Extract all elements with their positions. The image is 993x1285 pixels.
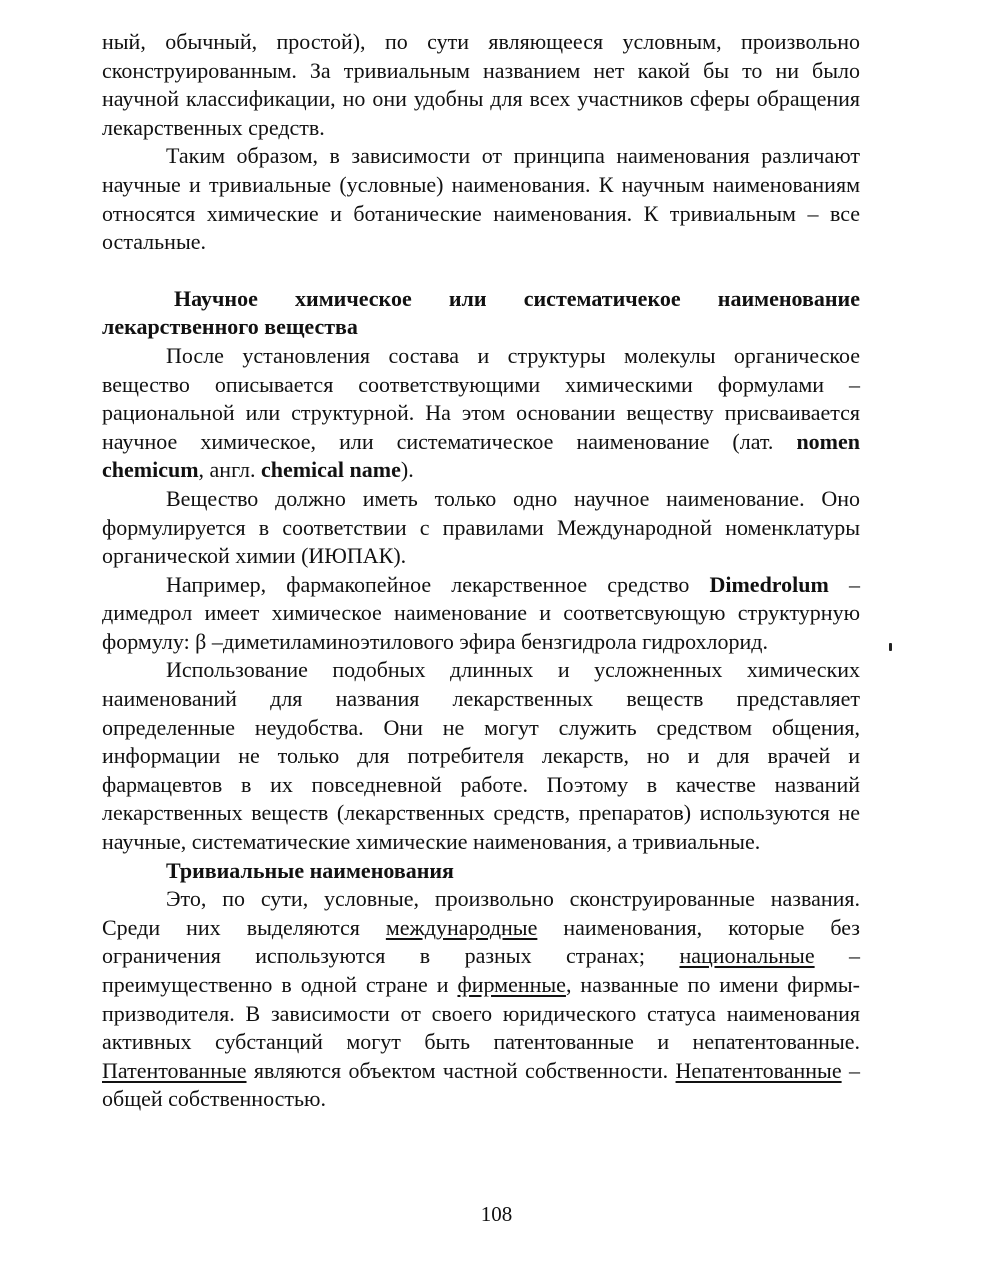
- term-brand: фирменные: [457, 972, 566, 997]
- english-term: chemical name: [260, 457, 401, 483]
- paragraph-trivial-names: [102, 885, 860, 1114]
- paragraph-inconvenience: Использование подобных длинных и усложненных химических наименований для названия лекарственных веществ представляет определенные неудобства. Они не могут служить средством общения, информации не только для потребителя лекарств, но и для врачей и фармацевтов в их повседневной работе. Поэтому в качестве названий лекарственных веществ (лекарственных средств, препаратов) используются не научные, систематические химические наименования, а тривиальные.: [102, 657, 860, 855]
- text-fragment: – преимущественно в одной стране и: [102, 943, 861, 997]
- term-national: национальные: [679, 943, 815, 969]
- text-fragment: Например, фармакопейное лекарственное средство: [166, 571, 710, 597]
- section-heading-trivial-names: Тривиальные наименования: [166, 857, 454, 883]
- term-patented: Патентованные: [102, 1057, 247, 1083]
- paragraph-single-name: Вещество должно иметь только одно научное наименование. Оно формулируется в соответствии с правилами Международной номенклатуры органической химии (ИЮПАК).: [102, 485, 860, 569]
- text-fragment: , англ.: [198, 457, 261, 483]
- document-page: [102, 28, 860, 1114]
- text-fragment: , названные по имени фирмы-призводителя. В зависимости от своего юридического статуса наименования активных субстанций могут быть патентованные и непатентованные.: [102, 972, 860, 1055]
- term-international: международные: [385, 914, 538, 940]
- text-fragment: После установления состава и структуры молекулы органическое вещество описывается соответствующими химическими формулами – рациональной или структурной. На этом основании веществу присваивается научное химическое, или систематическое наименование (лат.: [102, 342, 860, 454]
- paragraph-chemical-name: [102, 342, 860, 485]
- paragraph-example-dimedrol: [102, 571, 860, 657]
- page-number: 108: [480, 1202, 513, 1226]
- term-non-patented: Непатентованные: [675, 1057, 842, 1083]
- text-fragment: ).: [400, 457, 414, 483]
- text-fragment: – димедрол имеет химическое наименование и соответсвующую структурную формулу: β –диметиламиноэтилового эфира бензгидрола гидрохлорид.: [102, 571, 861, 654]
- section-heading-scientific-name: Научное химическое или систематичекое наименование лекарственного вещества: [102, 285, 860, 340]
- latin-term: nomen chemicum: [102, 428, 860, 483]
- drug-name: Dimedrolum: [709, 571, 829, 597]
- text-fragment: наименования, которые без ограничения используются в разных странах;: [102, 914, 860, 969]
- summary-paragraph: Таким образом, в зависимости от принципа наименования различают научные и тривиальные (условные) наименования. К научным наименованиям относятся химические и ботанические наименования. К тривиальным – все остальные.: [102, 143, 860, 255]
- text-fragment: – общей собственностью.: [102, 1057, 860, 1112]
- text-fragment: Это, по сути, условные, произвольно сконструированные названия. Среди них выделяются: [102, 886, 860, 940]
- scan-speck: [889, 643, 892, 651]
- text-fragment: являются объектом частной собственности.: [246, 1057, 676, 1083]
- intro-paragraph: ный, обычный, простой), по сути являющееся условным, произвольно сконструированным. За тривиальным названием нет какой бы то ни было научной классификации, но они удобны для всех участников сферы обращения лекарственных средств.: [102, 29, 860, 140]
